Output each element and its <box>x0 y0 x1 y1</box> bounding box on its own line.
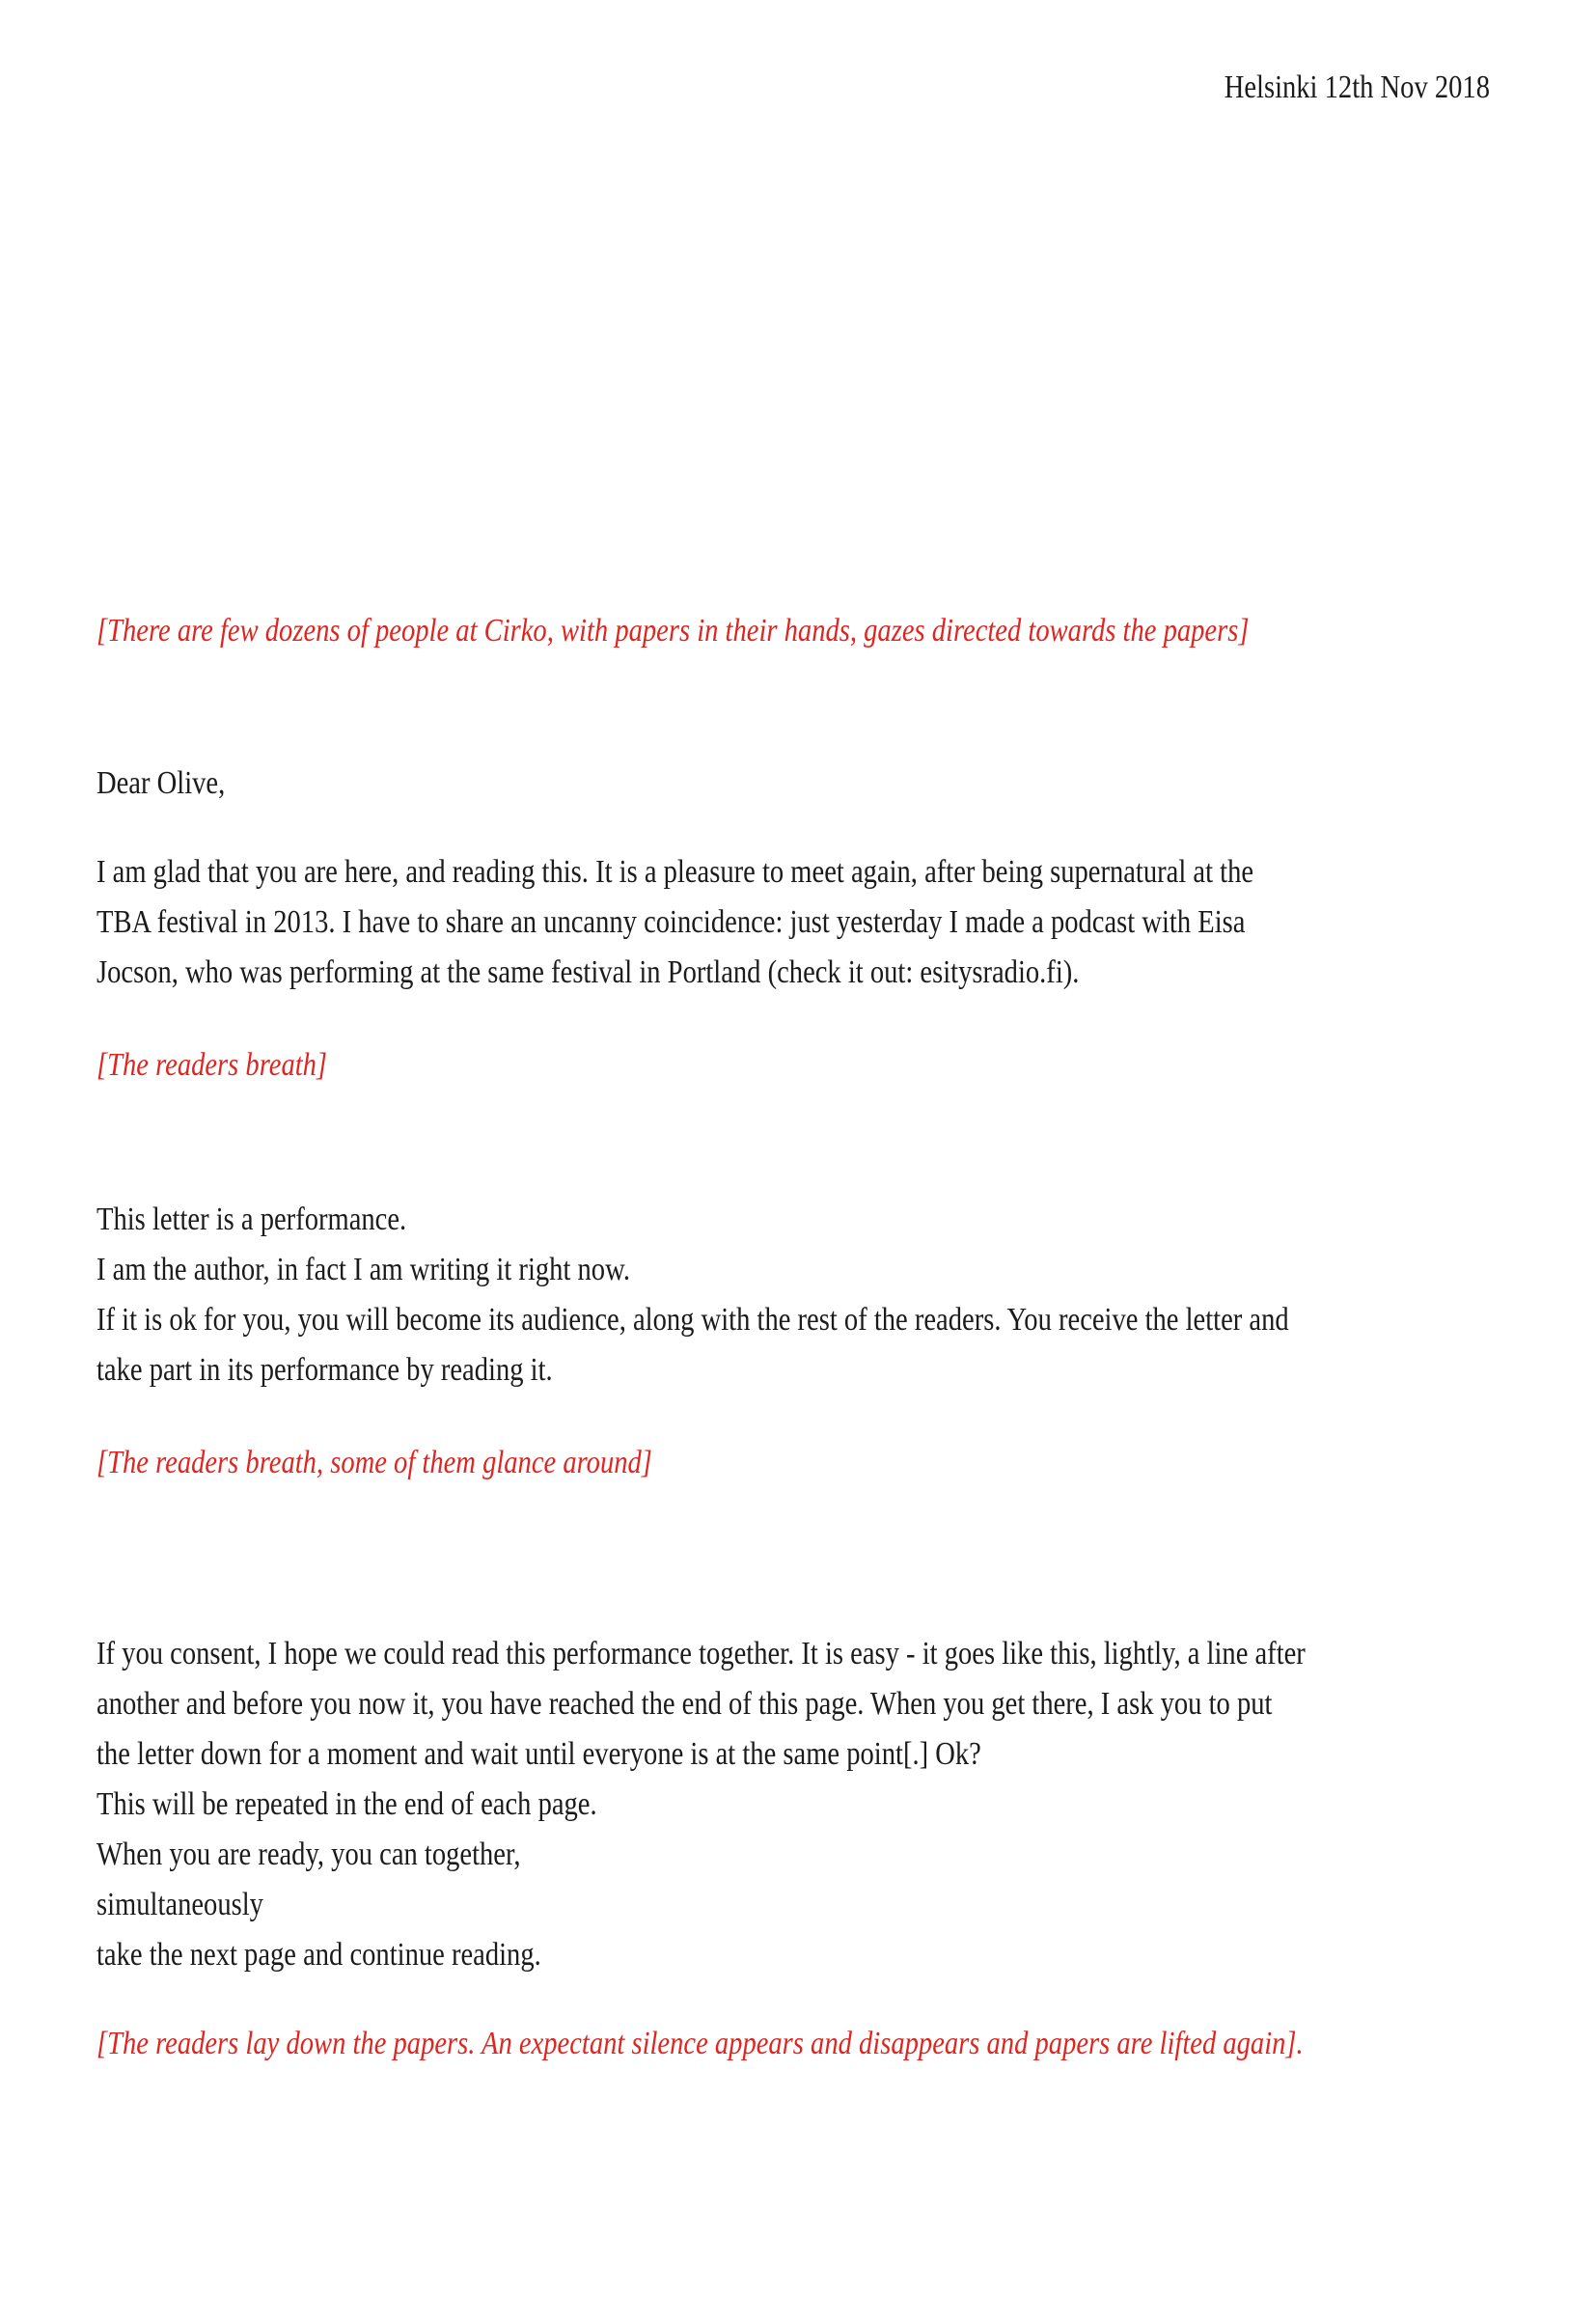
letter-line: If it is ok for you, you will become its audience, along with the rest of the readers. You receive the letter and <box>96 1302 1289 1338</box>
letter-line: the letter down for a moment and wait until everyone is at the same point[.] Ok? <box>96 1736 981 1772</box>
letter-line: take the next page and continue reading. <box>96 1937 541 1973</box>
stage-direction-opening: [There are few dozens of people at Cirko, with papers in their hands, gazes directed towards the papers] <box>96 613 1250 649</box>
paragraph-performance <box>96 1195 1490 1395</box>
paragraph-introduction <box>96 847 1490 998</box>
letter-line: simultaneously <box>96 1887 263 1922</box>
letter-page <box>0 63 1596 2320</box>
letter-line: When you are ready, you can together, <box>96 1837 521 1872</box>
letter-line: TBA festival in 2013. I have to share an uncanny coincidence: just yesterday I made a podcast with Eisa <box>96 904 1246 940</box>
letter-line: This will be repeated in the end of each page. <box>96 1786 597 1822</box>
letter-line: If you consent, I hope we could read this performance together. It is easy - it goes like this, lightly, a line after <box>96 1636 1306 1671</box>
stage-direction-glance: [The readers breath, some of them glance around] <box>96 1445 652 1480</box>
letter-line: another and before you now it, you have reached the end of this page. When you get there, I ask you to put <box>96 1686 1273 1722</box>
letter-line: I am the author, in fact I am writing it right now. <box>96 1252 630 1287</box>
letter-line: Jocson, who was performing at the same festival in Portland (check it out: esitysradio.fi). <box>96 954 1080 990</box>
salutation: Dear Olive, <box>96 765 226 801</box>
stage-direction-breath: [The readers breath] <box>96 1047 328 1083</box>
stage-direction-closing: [The readers lay down the papers. An expectant silence appears and disappears and papers are lifted again]. <box>96 2026 1304 2061</box>
letter-line: This letter is a performance. <box>96 1201 407 1237</box>
letter-line: take part in its performance by reading it. <box>96 1352 553 1388</box>
date-line: Helsinki 12th Nov 2018 <box>1224 69 1490 105</box>
paragraph-instructions <box>96 1629 1490 1980</box>
letter-line: I am glad that you are here, and reading this. It is a pleasure to meet again, after being supernatural at the <box>96 854 1254 890</box>
